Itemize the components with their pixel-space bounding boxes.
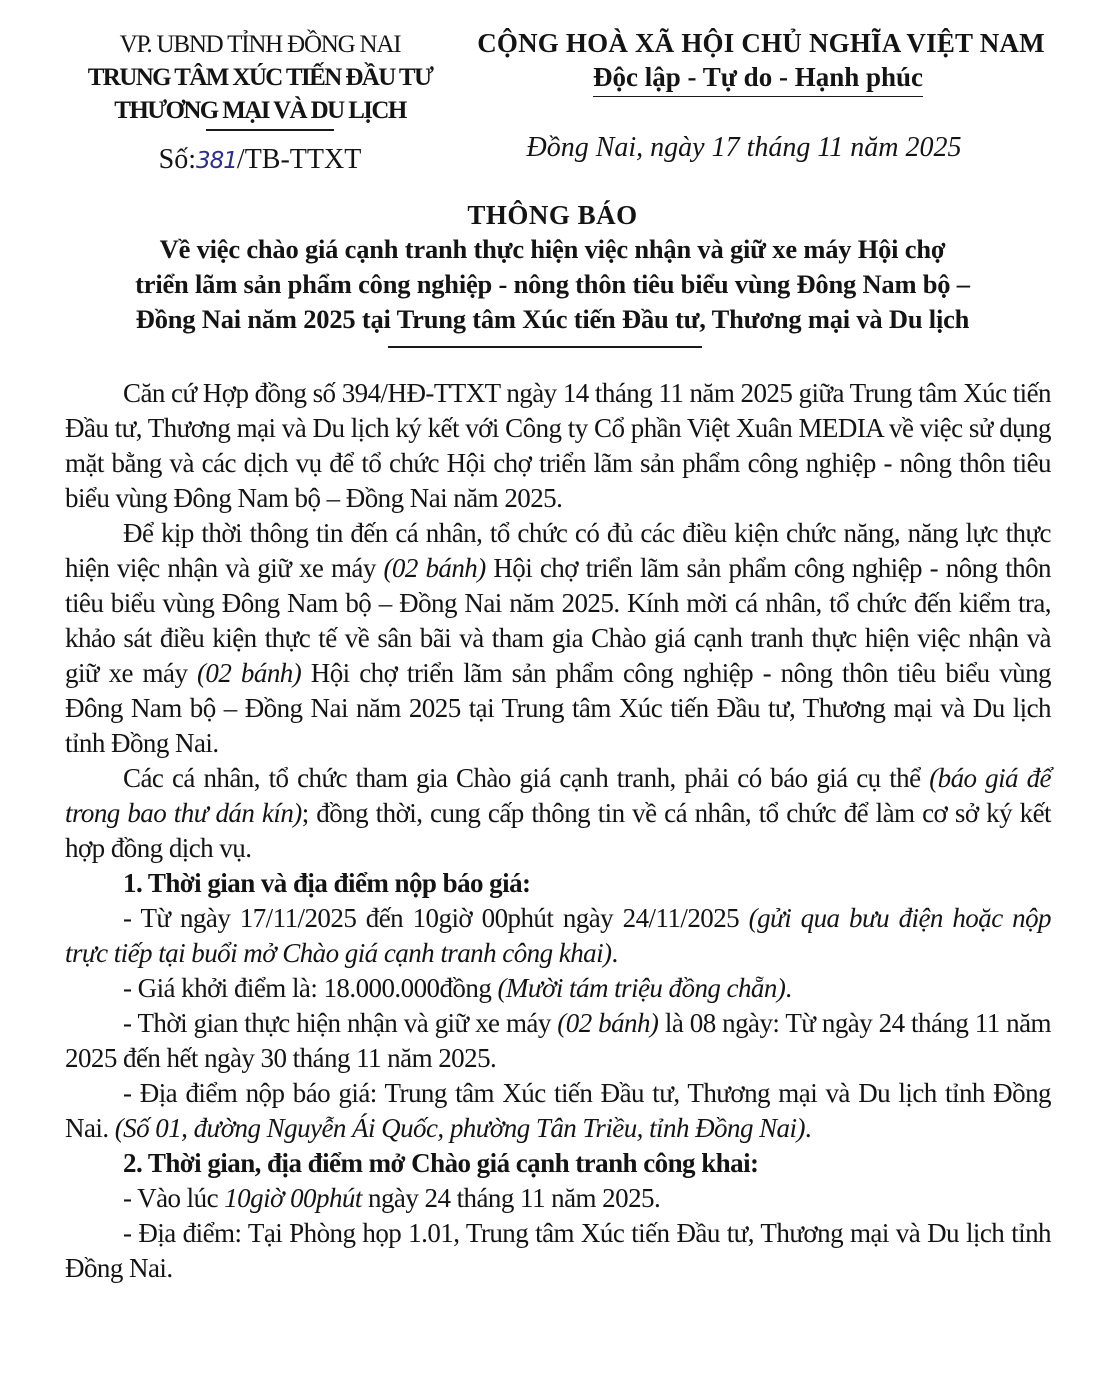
doc-number-prefix: Số: [158,143,197,175]
doc-number-suffix: /TB-TTXT [236,143,362,175]
text-segment: - Giá khởi điểm là: 18.000.000đồng [123,973,498,1003]
parent-agency: VP. UBND TỈNH ĐỒNG NAI [119,31,401,58]
title-underline [388,346,702,348]
text-segment: Để kịp thời thông tin đến cá nhân, tổ chức có đủ các điều kiện chức năng, năng lực thực hiện việc nhận và giữ xe máy [65,518,1051,583]
section-2-opening-location: - Địa điểm: Tại Phòng họp 1.01, Trung tâm Xúc tiến Đầu tư, Thương mại và Du lịch tỉnh Đồng Nai. [65,1218,1051,1283]
subject-line-2: triển lãm sản phẩm công nghiệp - nông thôn tiêu biểu vùng Đông Nam bộ – [135,269,970,299]
national-motto: Độc lập - Tự do - Hạnh phúc [593,60,923,97]
text-segment: ngày 24 tháng 11 năm 2025. [361,1183,661,1213]
paragraph-legal-basis: Căn cứ Hợp đồng số 394/HĐ-TTXT ngày 14 tháng 11 năm 2025 giữa Trung tâm Xúc tiến Đầu tư, Thương mại và Du lịch ký kết với Công ty Cổ phần Việt Xuân MEDIA về việc sử dụng mặt bằng và các dịch vụ để tổ chức Hội chợ triển lãm sản phẩm công nghiệp - nông thôn tiêu biểu vùng Đông Nam bộ – Đồng Nai năm 2025. [65,378,1051,513]
section-1-submission-time [65,901,1051,971]
text-segment: . [611,938,618,968]
italic-segment: (gửi qua bưu điện hoặc nộp trực tiếp tại buổi mở Chào giá cạnh tranh công khai) [65,903,1051,968]
document-type: THÔNG BÁO [467,200,638,230]
section-1-submission-location [65,1076,1051,1146]
text-segment: - Vào lúc [123,1183,225,1213]
italic-segment: (02 bánh) [383,553,486,583]
italic-segment: (Số 01, đường Nguyễn Ái Quốc, phường Tân Triều, tỉnh Đồng Nai) [114,1113,805,1143]
issuing-authority-block [40,28,480,178]
italic-segment: (báo giá để trong bao thư dán kín) [65,763,1051,828]
text-segment: Hội chợ triển lãm sản phẩm công nghiệp - nông thôn tiêu biểu vùng Đông Nam bộ – Đồng Nai năm 2025 tại Trung tâm Xúc tiến Đầu tư, Thương mại và Du lịch tỉnh Đồng Nai. [65,658,1051,758]
place-and-date: Đồng Nai, ngày 17 tháng 11 năm 2025 [526,132,962,163]
text-segment: - Thời gian thực hiện nhận và giữ xe máy [123,1008,558,1038]
nation-name: CỘNG HOÀ XÃ HỘI CHỦ NGHĨA VIỆT NAM [477,28,1045,58]
text-segment: ; đồng thời, cung cấp thông tin về cá nhân, tổ chức để làm cơ sở ký kết hợp đồng dịch vụ. [65,798,1051,863]
org-underline [206,129,334,131]
italic-segment: 10giờ 00phút [224,1183,362,1213]
italic-segment: (Mười tám triệu đồng chẵn) [497,973,786,1003]
paragraph-invitation [65,516,1051,761]
section-1-starting-price [65,971,1051,1006]
document-number [40,143,480,178]
subject-line-1: Về việc chào giá cạnh tranh thực hiện việc nhận và giữ xe máy Hội chợ [159,234,946,264]
national-header-block [456,26,1066,165]
section-2-opening-time [65,1181,1051,1216]
subject-line-3: Đồng Nai năm 2025 tại Trung tâm Xúc tiến Đầu tư, Thương mại và Du lịch [135,304,970,334]
text-segment: Hội chợ triển lãm sản phẩm công nghiệp - nông thôn tiêu biểu vùng Đông Nam bộ – Đồng Nai năm 2025. Kính mời cá nhân, tổ chức đến kiểm tra, khảo sát điều kiện thực tế về sân bãi và tham gia Chào giá cạnh tranh thực hiện việc nhận và giữ xe máy [65,553,1051,688]
document-body [65,376,1051,1286]
text-segment: - Địa điểm nộp báo giá: Trung tâm Xúc tiến Đầu tư, Thương mại và Du lịch tỉnh Đồng Nai. [65,1078,1051,1143]
text-segment: . [804,1113,812,1143]
italic-segment: (02 bánh) [557,1008,659,1038]
document-title-block [40,198,1065,348]
paragraph-requirements [65,761,1051,866]
italic-segment: (02 bánh) [196,658,302,688]
text-segment: là 08 ngày: Từ ngày 24 tháng 11 năm 2025 đến hết ngày 30 tháng 11 năm 2025. [65,1008,1051,1073]
text-segment: - Từ ngày 17/11/2025 đến 10giờ 00phút ngày 24/11/2025 [123,903,749,933]
org-name-line-2: THƯƠNG MẠI VÀ DU LỊCH [114,97,406,124]
text-segment: . [785,973,792,1003]
text-segment: Các cá nhân, tổ chức tham gia Chào giá cạnh tranh, phải có báo giá cụ thể [123,763,930,793]
section-1-service-duration [65,1006,1051,1076]
section-2-heading: 2. Thời gian, địa điểm mở Chào giá cạnh tranh công khai: [123,1148,759,1178]
section-1-heading: 1. Thời gian và địa điểm nộp báo giá: [123,868,531,898]
org-name-line-1: TRUNG TÂM XÚC TIẾN ĐẦU TƯ [87,64,433,91]
doc-number-handwritten: 381 [196,147,237,174]
